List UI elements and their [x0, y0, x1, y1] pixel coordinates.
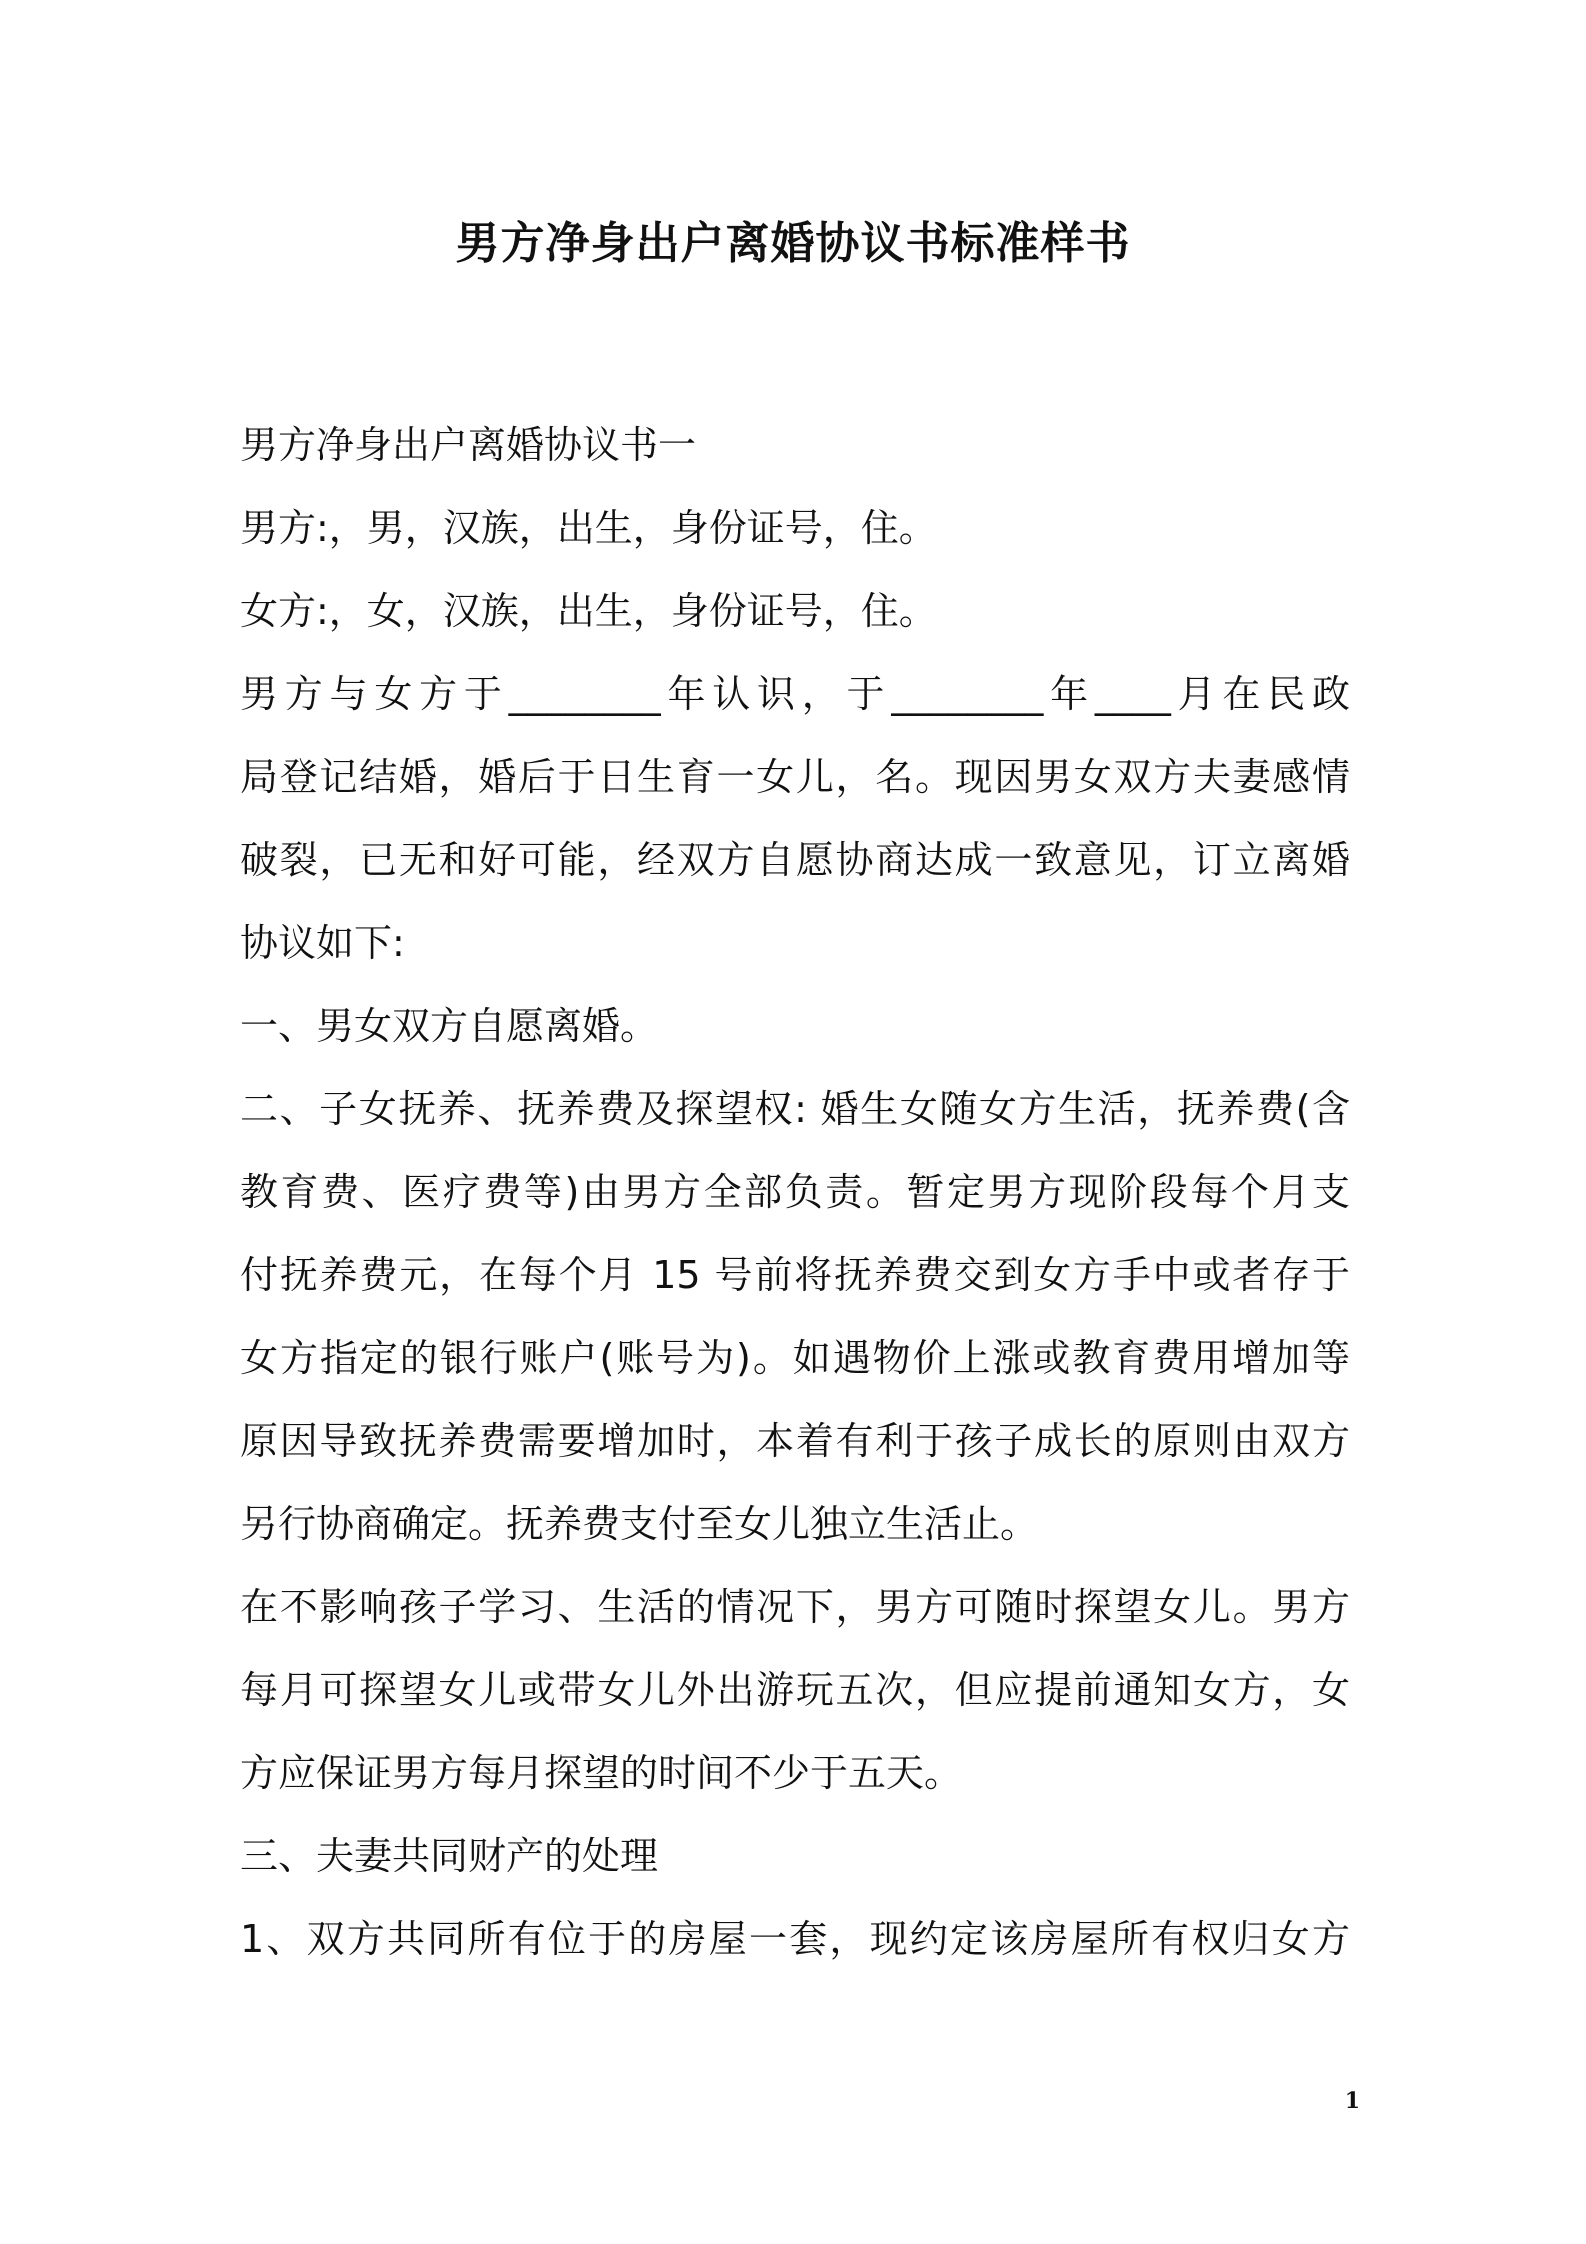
- paragraph-line: 破裂，已无和好可能，经双方自愿协商达成一致意见，订立离婚: [240, 838, 1350, 882]
- clause-two-line: 女方指定的银行账户(账号为)。如遇物价上涨或教育费用增加等: [240, 1336, 1350, 1380]
- paragraph-line: 男方与女方于________年认识，于________年____月在民政: [240, 672, 1350, 716]
- paragraph-line: 协议如下:: [240, 921, 405, 965]
- property-line: 1、双方共同所有位于的房屋一套，现约定该房屋所有权归女方: [240, 1917, 1350, 1961]
- clause-two-line: 二、子女抚养、抚养费及探望权: 婚生女随女方生活，抚养费(含: [240, 1087, 1350, 1131]
- clause-two-line: 原因导致抚养费需要增加时，本着有利于孩子成长的原则由双方: [240, 1419, 1350, 1463]
- visitation-line: 每月可探望女儿或带女儿外出游玩五次，但应提前通知女方，女: [240, 1668, 1350, 1712]
- clause-two-line: 教育费、医疗费等)由男方全部负责。暂定男方现阶段每个月支: [240, 1170, 1350, 1214]
- clause-two-line: 付抚养费元，在每个月 15 号前将抚养费交到女方手中或者存于: [240, 1253, 1350, 1297]
- clause-one: 一、男女双方自愿离婚。: [240, 1004, 659, 1048]
- page-number: 1: [1344, 2088, 1360, 2114]
- clause-two-line: 另行协商确定。抚养费支付至女儿独立生活止。: [240, 1502, 1039, 1546]
- paragraph-line: 局登记结婚，婚后于日生育一女儿，名。现因男女双方夫妻感情: [240, 755, 1350, 799]
- document-body: [240, 404, 1350, 1981]
- female-party-line: 女方:，女，汉族，出生，身份证号，住。: [240, 589, 937, 633]
- document-title: 男方净身出户离婚协议书标准样书: [455, 218, 1131, 269]
- male-party-line: 男方:，男，汉族，出生，身份证号，住。: [240, 506, 937, 550]
- visitation-line: 在不影响孩子学习、生活的情况下，男方可随时探望女儿。男方: [240, 1585, 1350, 1629]
- section-heading: 男方净身出户离婚协议书一: [240, 423, 697, 467]
- visitation-line: 方应保证男方每月探望的时间不少于五天。: [240, 1751, 963, 1795]
- clause-three-heading: 三、夫妻共同财产的处理: [240, 1834, 659, 1878]
